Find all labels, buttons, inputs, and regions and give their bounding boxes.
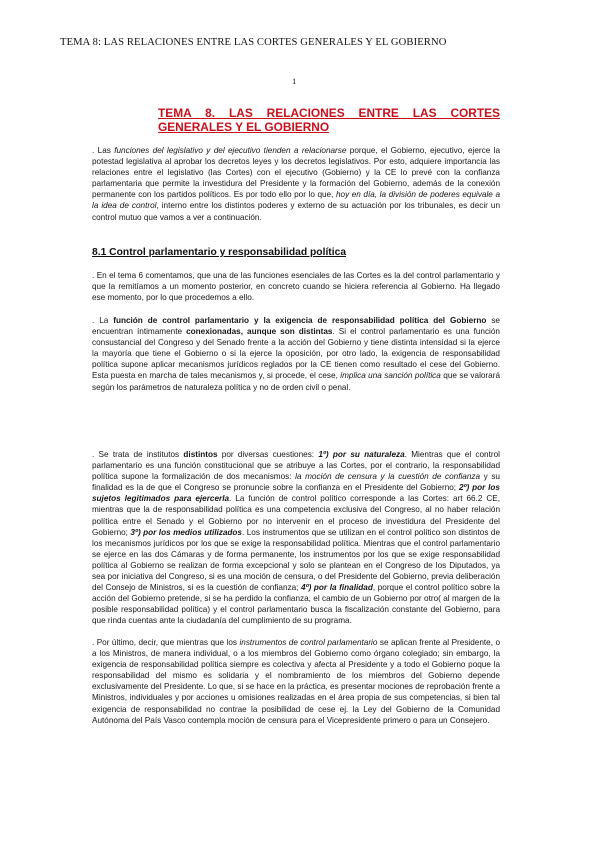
body-paragraph-3 bbox=[92, 449, 500, 627]
text-run: porque, el Gobierno, ejecutivo, ejerce la potestad legislativa al aprobar los decretos leyes y los decretos legislativos. Por esto, adquiere importancia las relaciones entre el legislativo (las Cortes) con el ejecutivo (Gobierno) y la CE lo prevé con la confianza parlamentaria que permite la investidura del Presidente y la formación del Gobierno, además de la conexión permanente con los partidos políticos. Es por todo ello por lo que, bbox=[92, 146, 500, 200]
text-run: . Si el control parlamentario es una función consustancial del Congreso y del Senado frente a la acción del Gobierno y tiene distinta intensidad si la ejerce la mayoría que tiene el Gobierno o si la ejerce la oposición, por otro lado, la exigencia de responsabilidad política supone aplicar mecanismos jurídicos reglados por la CE tienen como resultado el cese del Gobierno. Esta puesta en marcha de tales mecanismos y, si procede, el cese, bbox=[92, 327, 500, 381]
text-run: . Mientras que el control parlamentario es una función constitucional que se atribuye a las Cortes, por el contrario, la responsabilidad política supone la formalización de dos mecanismos: bbox=[92, 450, 500, 482]
emphasis-text: hoy en día, la división de poderes equivale a la idea de control bbox=[92, 190, 500, 211]
text-run: por diversas cuestiones: bbox=[217, 450, 319, 459]
bold-text: conexionadas, aunque son distintas bbox=[186, 327, 333, 337]
body-paragraph-1 bbox=[92, 270, 500, 303]
bold-italic-text: 2º) por los sujetos legitimados para ejercerla bbox=[92, 483, 500, 504]
text-run: . En el tema 6 comentamos, que una de las funciones esenciales de las Cortes es la del control parlamentario y que la remitíamos a un momento posterior, en concreto cuando se hiciera referencia al Gobierno. Ha llegado ese momento, por lo que procedemos a ello. bbox=[92, 271, 500, 303]
emphasis-text: funciones del legislativo y del ejecutivo tienden a relacionarse bbox=[114, 146, 347, 155]
text-run: . Por último, decir, que mientras que los bbox=[92, 638, 240, 647]
text-run: . Los instrumentos que se utilizan en el control político son distintos de los mecanismos jurídicos por los que se exige la responsabilidad política. Mientras que el control parlamentario se ejerce en las dos Cámaras y de forma permanente, los instrumentos por los que se exige responsabilidad política al Gobierno se realizan de forma excepcional y solo se plantean en el Congreso de los Diputados, ya sea por iniciativa del Congreso, si es una moción de censura, o del Presidente del Gobierno, previa deliberación del Consejo de Ministros, si es la cuestión de confianza; bbox=[92, 527, 500, 593]
bold-text: función de control parlamentario y la exigencia de responsabilidad política del Gobierno bbox=[113, 316, 487, 325]
document-title: TEMA 8. LAS RELACIONES ENTRE LAS CORTES GENERALES Y EL GOBIERNO bbox=[158, 106, 500, 134]
bold-italic-text: 3º) por los medios utilizados bbox=[130, 527, 242, 537]
page-number: 1 bbox=[292, 76, 297, 86]
bold-text: distintos bbox=[183, 450, 218, 459]
text-run: se encuentran íntimamente bbox=[92, 316, 500, 337]
body-paragraph-2 bbox=[92, 315, 500, 393]
emphasis-text: implica una sanción política bbox=[340, 371, 441, 381]
emphasis-text: la moción de censura y la cuestión de confianza bbox=[295, 472, 481, 482]
section-heading: 8.1 Control parlamentario y responsabilidad política bbox=[92, 247, 347, 258]
running-header: TEMA 8: LAS RELACIONES ENTRE LAS CORTES GENERALES Y EL GOBIERNO bbox=[60, 37, 447, 48]
text-run: . Se trata de institutos bbox=[92, 450, 184, 459]
bold-italic-text: 1º) por su naturaleza bbox=[318, 450, 405, 459]
text-run: , interno entre los distintos poderes y externo de su actuación por los tribunales, es decir un control mutuo que vamos a ver a continuación. bbox=[92, 201, 500, 222]
bold-italic-text: 4º) por la finalidad bbox=[301, 583, 373, 593]
text-run: que se valorará según los parámetros de naturaleza política y no de orden civil o penal. bbox=[92, 371, 500, 392]
text-run: . Las bbox=[92, 146, 115, 155]
body-paragraph-4 bbox=[92, 637, 500, 726]
text-run: , porque el control político sobre la acción del Gobierno pretende, si se ha perdido la confianza, el cambio de un Gobierno por otro( al margen de la posible responsabilidad política) y el control parlamentario busca la fiscalización constante del Gobierno, para que rinda cuentas ante la ciudadanía del cumplimiento de su programa. bbox=[92, 583, 500, 626]
text-run: . La función de control político corresponde a las Cortes: art 66.2 CE, mientras que la de responsabilidad política es una competencia exclusiva del Congreso, al no haber relación política entre el Senado y el Gobierno por no intervenir en el proceso de investidura del Presidente del Gobierno; bbox=[92, 494, 500, 537]
emphasis-text: instrumentos de control parlamentario bbox=[239, 638, 378, 647]
text-run: se aplican frente al Presidente, o a los Ministros, de manera individual, o a los miembros del Gobierno como órgano colegiado; sin embargo, la exigencia de responsabilidad política siempre es colectiva y afecta al Presidente y a todo el Gobierno poque la responsabilidad del mismo es solidaria y el nombramiento de los miembros del Gobierno depende exclusivamente del Presidente. Lo que, si se hace en la práctica, es presentar mociones de reprobación frente a Ministros, individuales y por acciones u omisiones realizadas en el área propia de sus competencias, si bien tal exigencia de responsabilidad no contrae la posibilidad de cese ej. la Ley del Gobierno de la Comunidad Autónoma del País Vasco contempla moción de censura para el Vicepresidente primero o para un Consejero. bbox=[92, 638, 500, 725]
text-run: . La bbox=[92, 316, 114, 325]
text-run: y su finalidad es la de que el Congreso se pronuncie sobre la confianza en el Presidente del Gobierno; bbox=[92, 472, 500, 493]
intro-paragraph bbox=[92, 145, 500, 223]
